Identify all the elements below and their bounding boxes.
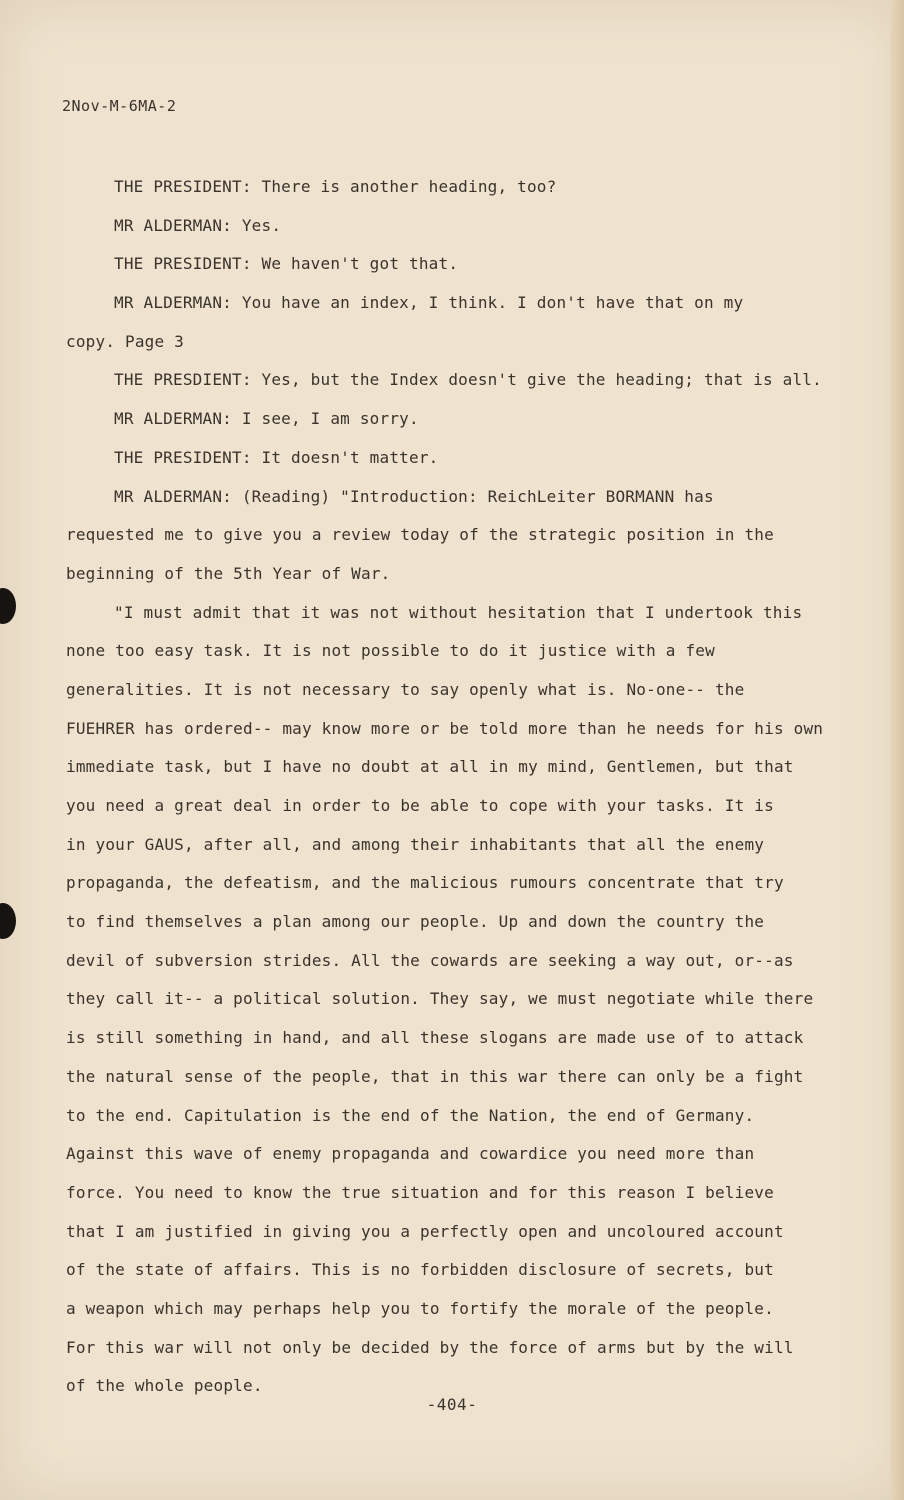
punch-hole xyxy=(0,588,16,624)
transcript-line: is still something in hand, and all these slogans are made use of to attack xyxy=(66,1028,804,1048)
transcript-line: of the state of affairs. This is no forbidden disclosure of secrets, but xyxy=(66,1260,774,1280)
transcript-line: generalities. It is not necessary to say openly what is. No-one-- the xyxy=(66,679,745,699)
transcript-line: you need a great deal in order to be able to cope with your tasks. It is xyxy=(66,796,774,815)
transcript-line: in your GAUS, after all, and among their inhabitants that all the enemy xyxy=(66,834,765,854)
transcript-line: MR ALDERMAN: Yes. xyxy=(114,215,282,235)
transcript-line: beginning of the 5th Year of War. xyxy=(66,563,391,583)
transcript-line: Against this wave of enemy propaganda and cowardice you need more than xyxy=(66,1144,755,1164)
transcript-line: propaganda, the defeatism, and the malicious rumours concentrate that try xyxy=(66,873,784,893)
transcript-line: copy. Page 3 xyxy=(66,331,184,351)
transcript-line: MR ALDERMAN: I see, I am sorry. xyxy=(114,409,419,429)
transcript-line: that I am justified in giving you a perfectly open and uncoloured account xyxy=(66,1221,784,1241)
transcript-line: MR ALDERMAN: You have an index, I think. I don't have that on my xyxy=(114,293,744,313)
transcript-line: they call it-- a political solution. They say, we must negotiate while there xyxy=(66,989,814,1009)
transcript-line: requested me to give you a review today of the strategic position in the xyxy=(66,525,774,545)
transcript-line: of the whole people. xyxy=(66,1376,263,1396)
transcript-line: devil of subversion strides. All the cowards are seeking a way out, or--as xyxy=(66,950,794,970)
transcript-line: FUEHRER has ordered-- may know more or be told more than he needs for his own xyxy=(66,718,824,738)
transcript-line: For this war will not only be decided by the force of arms but by the will xyxy=(66,1337,794,1357)
transcript-line: "I must admit that it was not without hesitation that I undertook this xyxy=(114,602,803,622)
transcript-body xyxy=(66,168,836,1406)
paper-edge xyxy=(890,0,904,1500)
transcript-line: immediate task, but I have no doubt at all in my mind, Gentlemen, but that xyxy=(66,757,794,777)
transcript-line: MR ALDERMAN: (Reading) "Introduction: ReichLeiter BORMANN has xyxy=(114,486,714,506)
punch-hole xyxy=(0,903,16,939)
transcript-line: force. You need to know the true situation and for this reason I believe xyxy=(66,1182,774,1202)
page-number: -404- xyxy=(426,1395,478,1414)
transcript-line: THE PRESIDENT: There is another heading, too? xyxy=(114,177,557,196)
transcript-line: the natural sense of the people, that in this war there can only be a fight xyxy=(66,1066,804,1086)
transcript-line: to the end. Capitulation is the end of the Nation, the end of Germany. xyxy=(66,1105,755,1125)
transcript-line: to find themselves a plan among our people. Up and down the country the xyxy=(66,912,765,932)
transcript-line: THE PRESIDENT: We haven't got that. xyxy=(114,254,459,274)
transcript-line: THE PRESIDENT: It doesn't matter. xyxy=(114,447,439,467)
transcript-line: THE PRESDIENT: Yes, but the Index doesn't give the heading; that is all. xyxy=(114,370,822,390)
document-reference: 2Nov-M-6MA-2 xyxy=(62,97,177,115)
transcript-line: none too easy task. It is not possible to do it justice with a few xyxy=(66,641,715,661)
transcript-line: a weapon which may perhaps help you to fortify the morale of the people. xyxy=(66,1298,774,1318)
